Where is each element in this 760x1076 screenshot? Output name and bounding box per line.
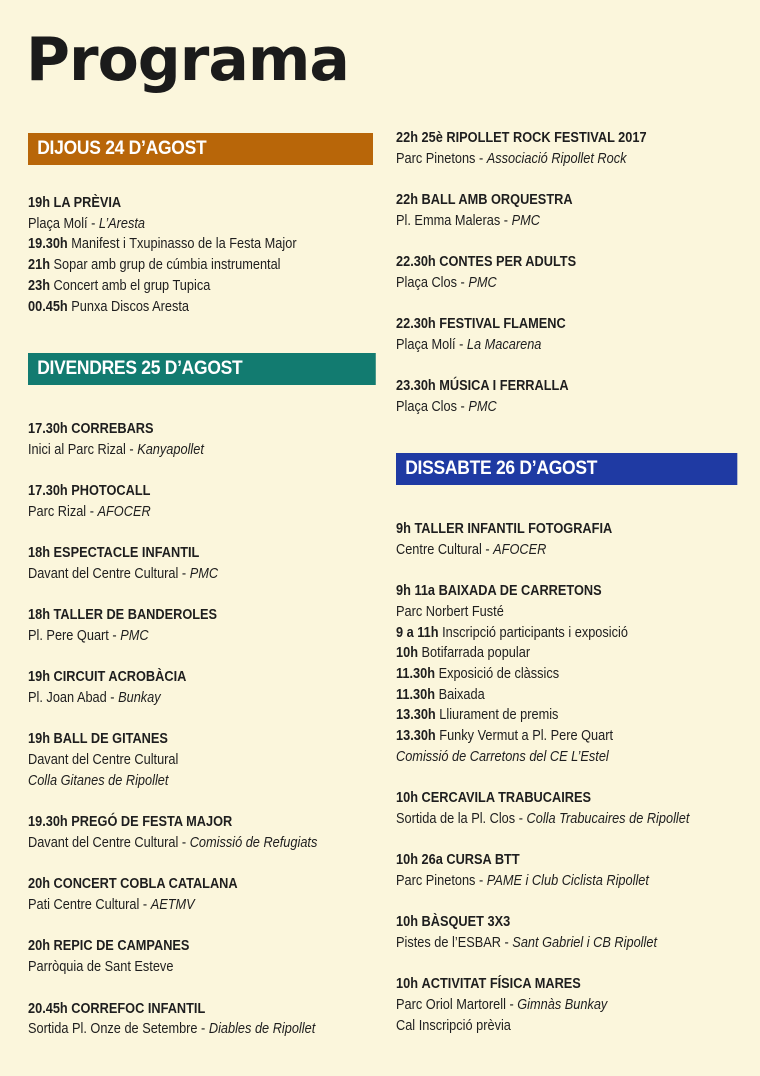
event-detail: Inscripció participants i exposició: [442, 624, 628, 641]
event-name: PHOTOCALL: [71, 483, 151, 500]
event-line: [28, 440, 354, 461]
event-line: [396, 643, 722, 664]
event-line: [28, 214, 354, 235]
event-line: [28, 750, 354, 771]
event-time: 13.30h: [396, 728, 436, 745]
event-organizer: L’Aresta: [98, 215, 146, 232]
event-organizer: Gimnàs Bunkay: [517, 997, 608, 1014]
event-organizer: AFOCER: [493, 541, 547, 558]
event-organizer: Colla Gitanes de Ripollet: [28, 772, 169, 789]
event-line: [396, 397, 722, 418]
event-detail: Manifest i Txupinasso de la Festa Major: [71, 236, 297, 253]
event-block: [396, 974, 760, 1036]
event-title: [396, 252, 722, 273]
event-time: 9h: [396, 583, 411, 600]
event-organizer: Colla Trabucaires de Ripollet: [526, 810, 690, 827]
event-name: LA PRÈVIA: [53, 195, 122, 211]
event-detail: Funky Vermut a Pl. Pere Quart: [439, 728, 614, 745]
event-line: [28, 1019, 354, 1040]
event-organizer: Bunkay: [118, 690, 161, 707]
event-detail: Parc Norbert Fusté: [396, 603, 504, 620]
event-title: [396, 581, 722, 602]
event-detail: Plaça Molí -: [396, 336, 467, 353]
event-block: [28, 419, 398, 460]
event-time: 11.30h: [396, 686, 436, 703]
event-time: 21h: [28, 257, 50, 274]
event-block: [396, 850, 760, 891]
event-block: [28, 936, 398, 977]
event-line: [396, 273, 722, 294]
event-detail: Pati Centre Cultural -: [28, 897, 151, 914]
event-organizer: Diables de Ripollet: [208, 1021, 316, 1038]
event-detail: Pl. Pere Quart -: [28, 627, 121, 644]
event-title: [28, 874, 354, 895]
event-title: [396, 190, 722, 211]
event-name: CIRCUIT ACROBÀCIA: [53, 669, 187, 686]
event-line: [28, 502, 354, 523]
event-line: [396, 726, 722, 747]
event-time: 19h: [28, 731, 50, 748]
event-detail: Plaça Molí -: [28, 215, 99, 232]
event-detail: Parròquia de Sant Esteve: [28, 959, 174, 976]
event-title: [28, 605, 354, 626]
event-title: [28, 543, 354, 564]
event-name: TALLER DE BANDEROLES: [53, 607, 218, 624]
event-name: BALL DE GITANES: [53, 731, 168, 748]
event-detail: Exposició de clàssics: [438, 665, 560, 682]
event-detail: Inici al Parc Rizal -: [28, 441, 138, 458]
event-title: [28, 999, 354, 1020]
event-block: [28, 605, 398, 646]
event-name: CONCERT COBLA CATALANA: [53, 876, 238, 893]
event-organizer: La Macarena: [466, 336, 542, 353]
event-time: 13.30h: [396, 707, 436, 724]
page-title: Programa: [26, 25, 349, 95]
event-name: REPIC DE CAMPANES: [53, 938, 190, 955]
event-line: [396, 685, 722, 706]
event-detail: Sortida de la Pl. Clos -: [396, 810, 527, 827]
event-organizer: Associació Ripollet Rock: [486, 150, 627, 167]
event-line: [396, 809, 722, 830]
event-time: 17.30h: [28, 483, 68, 500]
event-name: CORREBARS: [71, 421, 154, 437]
event-title: [396, 788, 722, 809]
event-time: 19.30h: [28, 814, 68, 831]
event-time: 22h: [396, 192, 418, 209]
event-line: [396, 540, 722, 561]
event-detail: Parc Rizal -: [28, 503, 98, 520]
event-name: 26a CURSA BTT: [421, 852, 520, 869]
event-line: [28, 276, 354, 297]
friday-schedule: [28, 419, 398, 1040]
event-block: [28, 667, 398, 708]
event-time: 10h: [396, 790, 418, 807]
event-time: 11.30h: [396, 665, 436, 682]
event-title: [28, 419, 354, 440]
event-name: 25è RIPOLLET ROCK FESTIVAL 2017: [421, 130, 647, 146]
thursday-schedule: [28, 193, 398, 317]
event-detail: Sopar amb grup de cúmbia instrumental: [53, 257, 281, 274]
event-title: [396, 376, 722, 397]
event-line: [396, 211, 722, 232]
event-time: 20h: [28, 938, 50, 955]
event-name: CORREFOC INFANTIL: [71, 1000, 206, 1017]
event-line: [396, 149, 722, 170]
event-title: [28, 667, 354, 688]
event-detail: Cal Inscripció prèvia: [396, 1017, 511, 1034]
event-time: 22.30h: [396, 316, 436, 333]
event-time: 22.30h: [396, 254, 436, 271]
event-organizer: AFOCER: [97, 503, 151, 520]
event-block: [396, 376, 760, 417]
event-time: 17.30h: [28, 421, 68, 437]
event-detail: Centre Cultural -: [396, 541, 494, 558]
day-header-saturday: DISSABTE 26 D’AGOST: [396, 453, 737, 485]
event-block: [28, 812, 398, 853]
event-time: 18h: [28, 545, 50, 562]
event-time: 10h: [396, 645, 418, 662]
event-line: [396, 747, 722, 768]
event-line: [396, 1016, 722, 1037]
event-name: BÀSQUET 3X3: [421, 914, 511, 931]
event-line: [28, 234, 354, 255]
event-detail: Baixada: [438, 686, 485, 703]
event-block: [396, 519, 760, 560]
event-name: TALLER INFANTIL FOTOGRAFIA: [414, 521, 613, 537]
event-detail: Parc Oriol Martorell -: [396, 997, 518, 1014]
event-line: [28, 957, 354, 978]
event-detail: Parc Pinetons -: [396, 150, 487, 167]
event-title: [28, 193, 354, 214]
event-name: CERCAVILA TRABUCAIRES: [421, 790, 591, 807]
event-line: [396, 623, 722, 644]
event-organizer: PMC: [189, 565, 219, 582]
event-line: [396, 602, 722, 623]
event-detail: Lliurament de premis: [439, 707, 559, 724]
event-time: 20.45h: [28, 1000, 68, 1017]
event-organizer: PAME i Club Ciclista Ripollet: [486, 872, 649, 889]
event-block: [396, 252, 760, 293]
event-organizer: Comissió de Refugiats: [189, 834, 318, 851]
friday-night-schedule: [396, 128, 760, 418]
event-line: [396, 871, 722, 892]
event-time: 19h: [28, 195, 50, 211]
event-line: [396, 705, 722, 726]
event-title: [28, 729, 354, 750]
event-detail: Plaça Clos -: [396, 399, 469, 416]
event-organizer: PMC: [120, 627, 149, 644]
event-block: [396, 128, 760, 169]
event-line: [28, 255, 354, 276]
event-detail: Pl. Joan Abad -: [28, 690, 119, 707]
event-line: [28, 771, 354, 792]
event-organizer: Sant Gabriel i CB Ripollet: [512, 935, 658, 951]
event-name: ACTIVITAT FÍSICA MARES: [421, 976, 581, 993]
event-time: 10h: [396, 914, 418, 931]
event-block: [28, 999, 398, 1040]
event-title: [28, 812, 354, 833]
event-detail: Davant del Centre Cultural: [28, 752, 179, 769]
event-line: [28, 564, 354, 585]
event-line: [396, 335, 722, 356]
event-detail: Pistes de l’ESBAR -: [396, 935, 513, 951]
event-detail: Plaça Clos -: [396, 274, 469, 291]
event-detail: Davant del Centre Cultural -: [28, 834, 190, 851]
event-organizer: Kanyapollet: [137, 441, 204, 458]
event-title: [396, 850, 722, 871]
event-detail: Parc Pinetons -: [396, 872, 487, 889]
event-name: ESPECTACLE INFANTIL: [53, 545, 200, 562]
event-line: [396, 933, 722, 954]
event-title: [28, 936, 354, 957]
event-block: [396, 581, 760, 767]
event-line: [28, 297, 354, 318]
event-name: PREGÓ DE FESTA MAJOR: [71, 814, 233, 831]
event-line: [28, 833, 354, 854]
event-time: 10h: [396, 852, 418, 869]
event-detail: Botifarrada popular: [421, 645, 531, 662]
event-detail: Punxa Discos Aresta: [71, 298, 190, 315]
event-name: 11a BAIXADA DE CARRETONS: [414, 583, 602, 600]
event-title: [28, 481, 354, 502]
event-line: [28, 895, 354, 916]
event-block: [28, 729, 398, 791]
event-title: [396, 912, 722, 933]
event-detail: Concert amb el grup Tupica: [53, 277, 211, 294]
event-block: [396, 912, 760, 953]
event-block: [396, 190, 760, 231]
event-line: [28, 688, 354, 709]
event-time: 18h: [28, 607, 50, 624]
event-title: [396, 974, 722, 995]
event-detail: Sortida Pl. Onze de Setembre -: [28, 1021, 209, 1038]
event-block: [396, 314, 760, 355]
event-time: 10h: [396, 976, 418, 993]
event-time: 00.45h: [28, 298, 68, 315]
event-block: [28, 481, 398, 522]
event-title: [396, 519, 722, 540]
day-header-thursday: DIJOUS 24 D’AGOST: [28, 133, 373, 165]
saturday-schedule: [396, 519, 760, 1037]
event-block: [28, 874, 398, 915]
event-block: [28, 193, 398, 317]
event-detail: Pl. Emma Maleras -: [396, 212, 512, 229]
event-time: 20h: [28, 876, 50, 893]
event-name: BALL AMB ORQUESTRA: [421, 192, 573, 209]
event-organizer: PMC: [468, 274, 497, 291]
event-detail: Davant del Centre Cultural -: [28, 565, 190, 582]
event-organizer: AETMV: [150, 897, 195, 914]
event-name: FESTIVAL FLAMENC: [439, 316, 566, 333]
event-organizer: PMC: [468, 399, 497, 416]
event-time: 19.30h: [28, 236, 68, 253]
event-name: MÚSICA I FERRALLA: [439, 378, 569, 395]
event-block: [396, 788, 760, 829]
event-time: 22h: [396, 130, 418, 146]
event-organizer: Comissió de Carretons del CE L’Estel: [396, 748, 609, 765]
event-title: [396, 128, 722, 149]
event-time: 9h: [396, 521, 411, 537]
event-block: [28, 543, 398, 584]
event-time: 23h: [28, 277, 50, 294]
event-line: [28, 626, 354, 647]
event-line: [396, 664, 722, 685]
event-organizer: PMC: [511, 212, 540, 229]
event-time: 9 a 11h: [396, 624, 439, 641]
event-line: [396, 995, 722, 1016]
event-time: 19h: [28, 669, 50, 686]
event-title: [396, 314, 722, 335]
day-header-friday: DIVENDRES 25 D’AGOST: [28, 353, 376, 385]
event-time: 23.30h: [396, 378, 436, 395]
event-name: CONTES PER ADULTS: [439, 254, 577, 271]
